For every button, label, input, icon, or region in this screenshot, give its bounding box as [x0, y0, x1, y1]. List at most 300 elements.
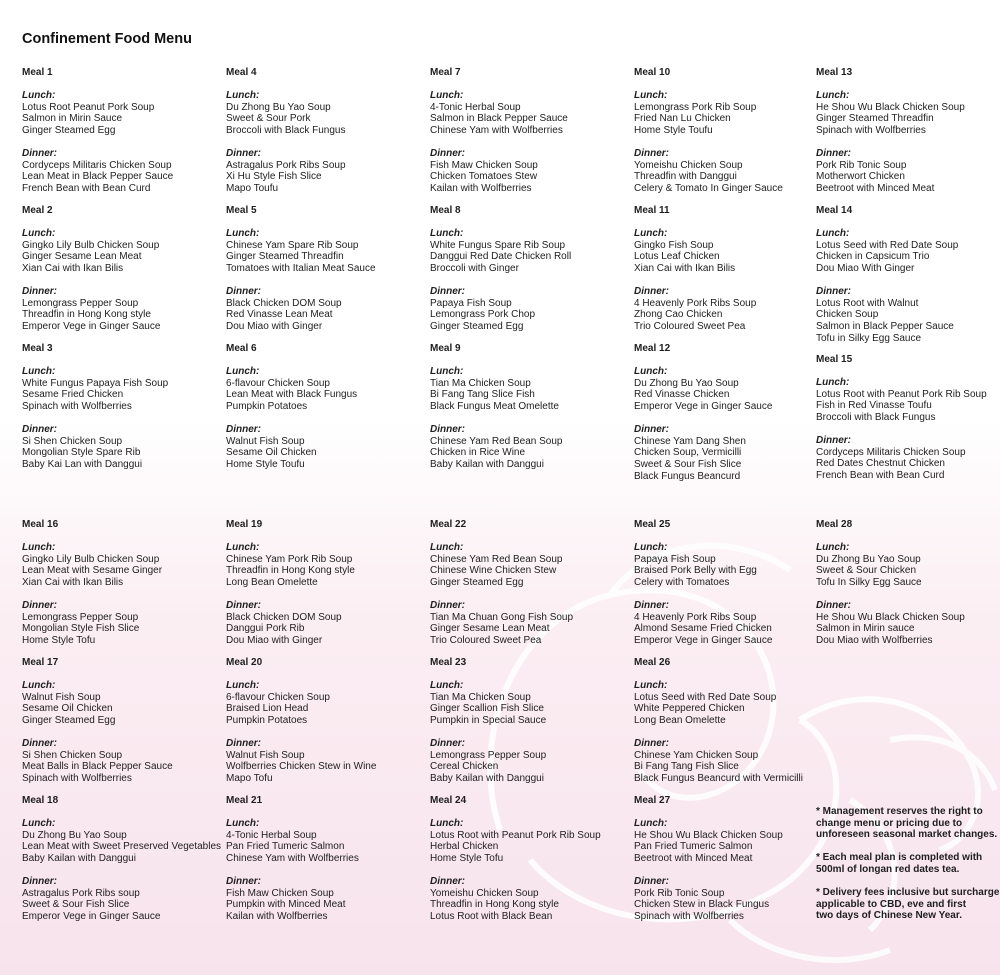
lunch-label: Lunch:: [430, 366, 464, 378]
note-line: unforeseen seasonal market changes.: [816, 829, 998, 841]
dish-item: Sweet & Sour Chicken: [816, 565, 917, 577]
dish-item: Chinese Yam Chicken Soup: [634, 749, 759, 761]
dinner-section: [430, 876, 601, 922]
lunch-section: [226, 680, 376, 726]
meal-label: Meal 7: [430, 67, 461, 78]
lunch-section: [22, 818, 221, 864]
dish-item: Lotus Root with Black Bean: [430, 910, 553, 922]
lunch-section: [22, 228, 160, 274]
dish-item: Du Zhong Bu Yao Soup: [22, 829, 127, 841]
dish-item: Long Bean Omelette: [634, 714, 726, 726]
lunch-label: Lunch:: [430, 542, 464, 554]
lunch-section: [634, 90, 783, 136]
notes-section: [816, 806, 1000, 922]
dish-item: Chinese Yam Pork Rib Soup: [226, 553, 353, 565]
lunch-section: [634, 818, 783, 864]
dish-item: Ginger Sesame Lean Meat: [22, 251, 142, 263]
dish-item: Chinese Yam Red Bean Soup: [430, 553, 563, 565]
dish-item: Lemongrass Pork Rib Soup: [634, 101, 757, 113]
meal-block: [430, 795, 601, 923]
dish-item: Chinese Yam Spare Rib Soup: [226, 239, 359, 251]
meal-label: Meal 28: [816, 519, 853, 530]
dish-item: Lotus Root with Peanut Pork Rib Soup: [816, 388, 987, 400]
dinner-label: Dinner:: [22, 424, 57, 436]
meal-block: [634, 519, 772, 647]
dinner-label: Dinner:: [634, 876, 669, 888]
dinner-section: [22, 148, 173, 194]
meal-label: Meal 1: [22, 67, 53, 78]
dish-item: Yomeishu Chicken Soup: [430, 887, 539, 899]
dish-item: Mapo Tofu: [226, 772, 273, 784]
dish-item: Papaya Fish Soup: [634, 553, 716, 565]
lunch-section: [634, 366, 772, 412]
dinner-section: [634, 738, 803, 784]
dish-item: 4-Tonic Herbal Soup: [226, 829, 317, 841]
dish-item: Spinach with Wolfberries: [22, 400, 132, 412]
dinner-label: Dinner:: [430, 738, 465, 750]
dish-item: Lean Meat in Black Pepper Sauce: [22, 171, 174, 183]
dish-item: Lotus Root Peanut Pork Soup: [22, 101, 155, 113]
dish-item: Danggui Pork Rib: [226, 623, 305, 635]
lunch-section: [816, 377, 987, 423]
dish-item: Motherwort Chicken: [816, 171, 905, 183]
meal-label: Meal 23: [430, 657, 467, 668]
dish-item: Walnut Fish Soup: [226, 749, 305, 761]
dish-item: Dou Miao With Ginger: [816, 262, 915, 274]
dinner-label: Dinner:: [816, 148, 851, 160]
dish-item: Xian Cai with Ikan Bilis: [634, 262, 736, 274]
page-title: Confinement Food Menu: [22, 31, 192, 47]
lunch-label: Lunch:: [22, 680, 56, 692]
note-line: * Delivery fees inclusive but surcharge: [816, 887, 1000, 899]
dish-item: Emperor Vege in Ginger Sauce: [634, 634, 773, 646]
lunch-section: [22, 542, 162, 588]
dish-item: Gingko Lily Bulb Chicken Soup: [22, 239, 160, 251]
dinner-label: Dinner:: [430, 148, 465, 160]
dish-item: Bi Fang Tang Fish Slice: [634, 761, 739, 773]
dinner-label: Dinner:: [22, 600, 57, 612]
dish-item: Black Fungus Meat Omelette: [430, 400, 559, 412]
dish-item: Chicken Soup: [816, 309, 879, 321]
lunch-label: Lunch:: [226, 90, 260, 102]
dinner-label: Dinner:: [22, 738, 57, 750]
dish-item: Cordyceps Militaris Chicken Soup: [22, 159, 172, 171]
dish-item: Celery with Tomatoes: [634, 576, 730, 588]
dish-item: Threadfin in Hong Kong style: [226, 565, 355, 577]
dish-item: Si Shen Chicken Soup: [22, 435, 123, 447]
dish-item: Ginger Steamed Egg: [22, 124, 116, 136]
meal-block: [816, 205, 958, 344]
dish-item: White Fungus Spare Rib Soup: [430, 239, 566, 251]
dinner-section: [430, 424, 563, 470]
dish-item: Tian Ma Chicken Soup: [430, 691, 531, 703]
dish-item: Zhong Cao Chicken: [634, 309, 723, 321]
lunch-section: [226, 818, 359, 864]
dish-item: Pork Rib Tonic Soup: [816, 159, 907, 171]
lunch-section: [430, 228, 571, 274]
dinner-section: [816, 148, 965, 194]
dish-item: Fish Maw Chicken Soup: [430, 159, 538, 171]
lunch-section: [430, 542, 573, 588]
dish-item: Fried Nan Lu Chicken: [634, 113, 731, 125]
dish-item: 4-Tonic Herbal Soup: [430, 101, 521, 113]
dinner-label: Dinner:: [430, 424, 465, 436]
dish-item: Fish in Red Vinasse Toufu: [816, 400, 932, 412]
lunch-section: [226, 542, 355, 588]
lunch-label: Lunch:: [816, 377, 850, 389]
meal-block: [22, 657, 173, 785]
lunch-section: [430, 90, 568, 136]
meal-label: Meal 4: [226, 67, 257, 78]
meal-label: Meal 9: [430, 343, 461, 354]
dish-item: Chicken Tomatoes Stew: [430, 171, 538, 183]
lunch-label: Lunch:: [634, 680, 668, 692]
dish-item: Chicken Stew in Black Fungus: [634, 899, 770, 911]
lunch-label: Lunch:: [816, 228, 850, 240]
dish-item: Ginger Steamed Egg: [430, 576, 524, 588]
dish-item: He Shou Wu Black Chicken Soup: [634, 829, 783, 841]
lunch-label: Lunch:: [430, 680, 464, 692]
dinner-label: Dinner:: [430, 876, 465, 888]
dinner-label: Dinner:: [430, 600, 465, 612]
meal-block: [226, 519, 355, 647]
lunch-section: [226, 366, 357, 412]
meal-block: [22, 343, 168, 471]
dinner-section: [816, 435, 987, 481]
dish-item: Ginger Steamed Egg: [430, 320, 524, 332]
dish-item: Spinach with Wolfberries: [634, 910, 744, 922]
dish-item: Dou Miao with Wolfberries: [816, 634, 933, 646]
lunch-section: [816, 228, 958, 274]
dish-item: Beetroot with Minced Meat: [634, 852, 753, 864]
meal-label: Meal 21: [226, 795, 263, 806]
lunch-section: [22, 90, 173, 136]
dish-item: Wolfberries Chicken Stew in Wine: [226, 761, 377, 773]
dish-item: Chicken Soup, Vermicilli: [634, 447, 742, 459]
lunch-label: Lunch:: [634, 90, 668, 102]
dinner-section: [22, 876, 221, 922]
dish-item: Pumpkin with Minced Meat: [226, 899, 346, 911]
lunch-label: Lunch:: [430, 90, 464, 102]
dish-item: Spinach with Wolfberries: [22, 772, 132, 784]
dish-item: Celery & Tomato In Ginger Sauce: [634, 182, 783, 194]
meal-label: Meal 15: [816, 354, 853, 365]
dish-item: Baby Kailan with Danggui: [22, 852, 136, 864]
dish-item: Tofu In Silky Egg Sauce: [816, 576, 922, 588]
dish-item: Lotus Leaf Chicken: [634, 251, 720, 263]
lunch-label: Lunch:: [22, 818, 56, 830]
dish-item: Kailan with Wolfberries: [226, 910, 328, 922]
dish-item: Trio Coloured Sweet Pea: [634, 320, 746, 332]
meal-label: Meal 26: [634, 657, 671, 668]
dinner-section: [226, 424, 357, 470]
note-line: 500ml of longan red dates tea.: [816, 863, 960, 875]
meal-label: Meal 10: [634, 67, 671, 78]
dish-item: Ginger Scallion Fish Slice: [430, 703, 544, 715]
dinner-section: [226, 286, 376, 332]
dish-item: Lemongrass Pepper Soup: [430, 749, 547, 761]
meal-label: Meal 19: [226, 519, 263, 530]
dish-item: Ginger Steamed Threadfin: [816, 113, 934, 125]
dish-item: Pumpkin in Special Sauce: [430, 714, 547, 726]
dish-item: Black Fungus Beancurd with Vermicilli: [634, 772, 803, 784]
dinner-section: [634, 876, 783, 922]
meal-label: Meal 5: [226, 205, 257, 216]
dish-item: Broccoli with Black Fungus: [226, 124, 346, 136]
meal-label: Meal 18: [22, 795, 59, 806]
note-tea: [816, 852, 1000, 875]
dish-item: Home Style Tofu: [430, 852, 504, 864]
dish-item: Tomatoes with Italian Meat Sauce: [226, 262, 376, 274]
meal-label: Meal 17: [22, 657, 59, 668]
dish-item: Walnut Fish Soup: [22, 691, 101, 703]
dish-item: 6-flavour Chicken Soup: [226, 377, 330, 389]
dinner-section: [22, 600, 162, 646]
dish-item: Chinese Yam Dang Shen: [634, 435, 746, 447]
dish-item: Meat Balls in Black Pepper Sauce: [22, 761, 173, 773]
meal-label: Meal 13: [816, 67, 853, 78]
note-management: [816, 806, 1000, 841]
dish-item: Baby Kailan with Danggui: [430, 458, 544, 470]
dish-item: He Shou Wu Black Chicken Soup: [816, 101, 965, 113]
dinner-label: Dinner:: [22, 286, 57, 298]
dish-item: Si Shen Chicken Soup: [22, 749, 123, 761]
dinner-label: Dinner:: [634, 738, 669, 750]
dinner-label: Dinner:: [634, 600, 669, 612]
dinner-section: [226, 738, 376, 784]
dish-item: Long Bean Omelette: [226, 576, 318, 588]
dish-item: Mapo Toufu: [226, 182, 279, 194]
dinner-section: [22, 738, 173, 784]
dish-item: Lean Meat with Sesame Ginger: [22, 565, 163, 577]
meal-block: [22, 205, 160, 333]
note-line: two days of Chinese New Year.: [816, 910, 962, 922]
lunch-label: Lunch:: [22, 366, 56, 378]
dinner-label: Dinner:: [634, 148, 669, 160]
dish-item: Chicken in Rice Wine: [430, 447, 526, 459]
lunch-label: Lunch:: [226, 542, 260, 554]
dish-item: Bi Fang Tang Slice Fish: [430, 389, 535, 401]
dish-item: Astragalus Pork Ribs Soup: [226, 159, 346, 171]
dish-item: Chinese Yam Red Bean Soup: [430, 435, 563, 447]
meal-label: Meal 12: [634, 343, 671, 354]
meal-block: [816, 519, 965, 647]
dish-item: White Fungus Papaya Fish Soup: [22, 377, 169, 389]
dish-item: Sweet & Sour Fish Slice: [634, 458, 742, 470]
dish-item: Chicken in Capsicum Trio: [816, 251, 930, 263]
meal-block: [430, 343, 563, 471]
dinner-section: [226, 148, 346, 194]
lunch-label: Lunch:: [634, 818, 668, 830]
dinner-label: Dinner:: [226, 738, 261, 750]
dinner-label: Dinner:: [816, 435, 851, 447]
dish-item: Du Zhong Bu Yao Soup: [226, 101, 331, 113]
dish-item: Red Dates Chestnut Chicken: [816, 458, 945, 470]
dish-item: Red Vinasse Chicken: [634, 389, 730, 401]
lunch-label: Lunch:: [22, 90, 56, 102]
dish-item: Chinese Wine Chicken Stew: [430, 565, 557, 577]
meal-block: [22, 67, 173, 195]
meal-block: [816, 67, 965, 195]
meal-label: Meal 14: [816, 205, 853, 216]
dish-item: Lotus Root with Peanut Pork Rib Soup: [430, 829, 601, 841]
dinner-section: [430, 148, 568, 194]
dish-item: Sweet & Sour Fish Slice: [22, 899, 130, 911]
lunch-label: Lunch:: [634, 228, 668, 240]
note-line: applicable to CBD, eve and first: [816, 898, 967, 910]
dish-item: Ginger Sesame Lean Meat: [430, 623, 550, 635]
lunch-section: [634, 680, 803, 726]
lunch-section: [634, 228, 756, 274]
meal-block: [634, 795, 783, 923]
dish-item: Du Zhong Bu Yao Soup: [634, 377, 739, 389]
dish-item: Danggui Red Date Chicken Roll: [430, 251, 572, 263]
dish-item: Beetroot with Minced Meat: [816, 182, 935, 194]
dish-item: He Shou Wu Black Chicken Soup: [816, 611, 965, 623]
dish-item: Gingko Fish Soup: [634, 239, 714, 251]
dish-item: Red Vinasse Lean Meat: [226, 309, 333, 321]
dish-item: Salmon in Mirin Sauce: [22, 113, 123, 125]
dinner-label: Dinner:: [22, 876, 57, 888]
dish-item: Mongolian Style Fish Slice: [22, 623, 140, 635]
dish-item: Threadfin in Hong Kong style: [430, 899, 559, 911]
dish-item: French Bean with Bean Curd: [816, 469, 945, 481]
meal-block: [430, 519, 573, 647]
dish-item: Chinese Yam with Wolfberries: [226, 852, 359, 864]
meal-block: [226, 657, 376, 785]
dish-item: Pumpkin Potatoes: [226, 714, 308, 726]
dish-item: Ginger Steamed Threadfin: [226, 251, 344, 263]
dish-item: Black Chicken DOM Soup: [226, 297, 342, 309]
meal-block: [22, 795, 221, 923]
note-line: * Management reserves the right to: [816, 806, 983, 817]
dinner-section: [226, 876, 359, 922]
meal-block: [22, 519, 162, 647]
dish-item: Walnut Fish Soup: [226, 435, 305, 447]
dinner-section: [634, 286, 756, 332]
dinner-section: [22, 286, 160, 332]
dish-item: Salmon in Black Pepper Sauce: [430, 113, 568, 125]
dish-item: Salmon in Black Pepper Sauce: [816, 320, 954, 332]
lunch-label: Lunch:: [226, 680, 260, 692]
lunch-label: Lunch:: [430, 818, 464, 830]
dinner-section: [634, 424, 772, 482]
lunch-section: [226, 90, 346, 136]
lunch-label: Lunch:: [816, 90, 850, 102]
meal-label: Meal 27: [634, 795, 671, 806]
dish-item: Kailan with Wolfberries: [430, 182, 532, 194]
dish-item: Salmon in Mirin sauce: [816, 623, 915, 635]
dish-item: White Peppered Chicken: [634, 703, 745, 715]
dish-item: Baby Kai Lan with Danggui: [22, 458, 143, 470]
dinner-label: Dinner:: [226, 876, 261, 888]
dish-item: Tian Ma Chicken Soup: [430, 377, 531, 389]
meal-block: [226, 795, 359, 923]
dinner-section: [430, 600, 573, 646]
dish-item: Xian Cai with Ikan Bilis: [22, 262, 124, 274]
dish-item: Astragalus Pork Ribs soup: [22, 887, 140, 899]
meal-block: [634, 343, 772, 482]
dish-item: Pan Fried Tumeric Salmon: [634, 841, 753, 853]
meal-block: [634, 67, 783, 195]
meal-label: Meal 16: [22, 519, 59, 530]
meal-block: [430, 657, 546, 785]
dish-item: Emperor Vege in Ginger Sauce: [634, 400, 773, 412]
dinner-label: Dinner:: [226, 148, 261, 160]
dish-item: Xian Cai with Ikan Bilis: [22, 576, 124, 588]
dinner-section: [816, 286, 958, 344]
meal-label: Meal 2: [22, 205, 53, 216]
dish-item: Lean Meat with Black Fungus: [226, 389, 358, 401]
dish-item: Sesame Oil Chicken: [22, 703, 113, 715]
meal-label: Meal 11: [634, 205, 670, 216]
lunch-label: Lunch:: [22, 228, 56, 240]
dish-item: Lemongrass Pepper Soup: [22, 611, 139, 623]
dish-item: Emperor Vege in Ginger Sauce: [22, 910, 161, 922]
dish-item: Lotus Seed with Red Date Soup: [634, 691, 777, 703]
dish-item: Gingko Lily Bulb Chicken Soup: [22, 553, 160, 565]
lunch-label: Lunch:: [226, 228, 260, 240]
dish-item: Almond Sesame Fried Chicken: [634, 623, 772, 635]
dish-item: Cordyceps Militaris Chicken Soup: [816, 446, 966, 458]
dinner-section: [816, 600, 965, 646]
dish-item: Lotus Root with Walnut: [816, 297, 919, 309]
dish-item: 4 Heavenly Pork Ribs Soup: [634, 611, 757, 623]
lunch-section: [430, 818, 601, 864]
meal-label: Meal 3: [22, 343, 53, 354]
dish-item: Trio Coloured Sweet Pea: [430, 634, 542, 646]
dish-item: Pumpkin Potatoes: [226, 400, 308, 412]
dinner-section: [22, 424, 168, 470]
lunch-label: Lunch:: [430, 228, 464, 240]
lunch-section: [430, 366, 563, 412]
dish-item: Yomeishu Chicken Soup: [634, 159, 743, 171]
dish-item: Pan Fried Tumeric Salmon: [226, 841, 345, 853]
meal-block: [226, 343, 357, 471]
dish-item: Black Chicken DOM Soup: [226, 611, 342, 623]
note-delivery: [816, 887, 1000, 922]
dish-item: Chinese Yam with Wolfberries: [430, 124, 563, 136]
lunch-section: [634, 542, 772, 588]
lunch-section: [816, 90, 965, 136]
note-line: * Each meal plan is completed with: [816, 852, 983, 864]
dinner-section: [226, 600, 355, 646]
meal-label: Meal 25: [634, 519, 671, 530]
dinner-label: Dinner:: [430, 286, 465, 298]
dish-item: Braised Lion Head: [226, 703, 309, 715]
lunch-label: Lunch:: [634, 366, 668, 378]
dish-item: Braised Pork Belly with Egg: [634, 565, 757, 577]
dish-item: Papaya Fish Soup: [430, 297, 512, 309]
dish-item: Sweet & Sour Pork: [226, 113, 311, 125]
dish-item: Spinach with Wolfberries: [816, 124, 926, 136]
meal-label: Meal 8: [430, 205, 461, 216]
dinner-label: Dinner:: [22, 148, 57, 160]
dish-item: Home Style Tofu: [22, 634, 96, 646]
dinner-label: Dinner:: [634, 424, 669, 436]
dinner-section: [634, 148, 783, 194]
dish-item: Lean Meat with Sweet Preserved Vegetables: [22, 841, 222, 853]
note-line: change menu or pricing due to: [816, 817, 963, 829]
lunch-label: Lunch:: [226, 818, 260, 830]
dish-item: French Bean with Bean Curd: [22, 182, 151, 194]
lunch-section: [22, 366, 168, 412]
meal-block: [430, 67, 568, 195]
dish-item: Broccoli with Black Fungus: [816, 411, 936, 423]
lunch-section: [22, 680, 173, 726]
dish-item: Mongolian Style Spare Rib: [22, 447, 141, 459]
dish-item: Lemongrass Pepper Soup: [22, 297, 139, 309]
